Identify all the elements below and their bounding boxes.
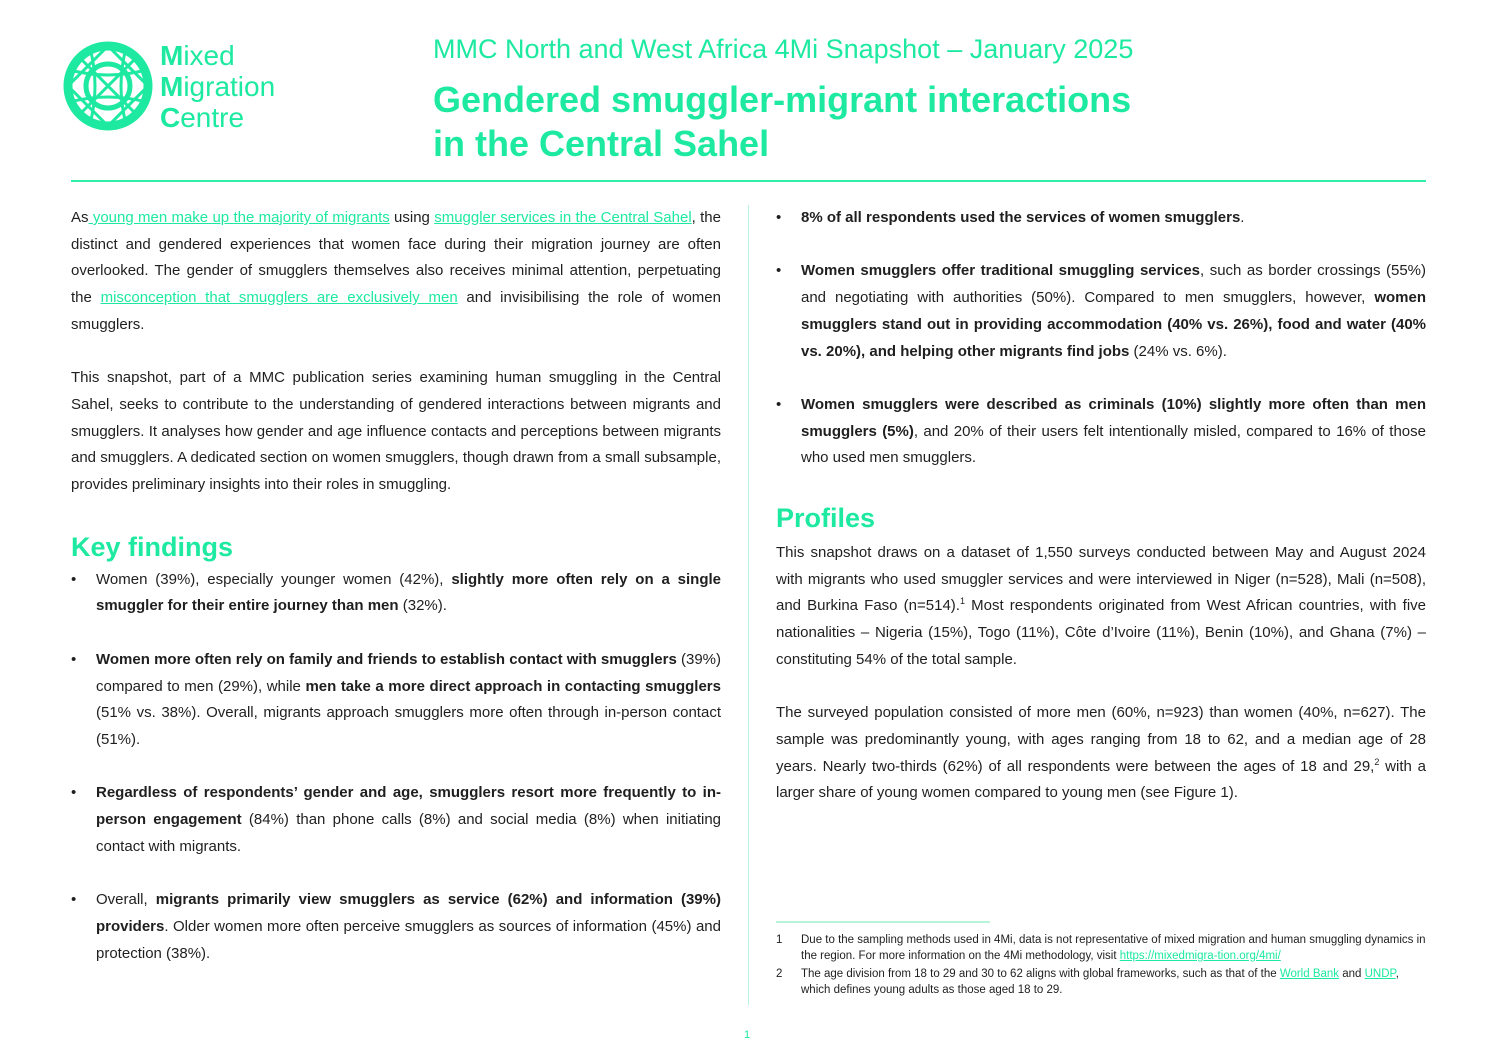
document-title-line-2: in the Central Sahel (433, 123, 770, 164)
footnotes (776, 932, 1426, 1000)
key-findings-list (71, 567, 721, 968)
mmc-logo (60, 40, 310, 140)
key-findings-list-continued (776, 205, 1426, 472)
profiles-heading: Profiles (776, 503, 876, 533)
finding-item-5: • 8% of all respondents used the services of women smugglers. (776, 205, 1426, 232)
link-smuggler-services-central-sahel[interactable]: smuggler services in the Central Sahel (434, 209, 692, 226)
finding-item-1: • Women (39%), especially younger women (42%), slightly more often rely on a single smuggler for their entire journey than men (32%). (71, 567, 721, 620)
page-number: 1 (744, 1029, 751, 1041)
finding-item-7: • Women smugglers were described as criminals (10%) slightly more often than men smugglers (5%), and 20% of their users felt intentionally misled, compared to 16% of those who used men smugglers. (776, 392, 1426, 472)
profiles-paragraph-1: This snapshot draws on a dataset of 1,550 surveys conducted between May and August 2024 with migrants who used smuggler services and were interviewed in Niger (n=528), Mali (n=508), and Burkina Faso (n=514).$^1$ Most respondents originated from West African countries, with five nationalities – Nigeria (15%), Togo (11%), Côte d’Ivoire (11%), Benin (10%), and Ghana (7%) – constituting 54% of the total sample. (776, 544, 1426, 668)
finding-item-3: • Regardless of respondents’ gender and age, smugglers resort more frequently to in-person engagement (84%) than phone calls (8%) and social media (8%) when initiating contact with migrants. (71, 780, 721, 860)
link-undp[interactable]: UNDP (1364, 968, 1396, 980)
footnote-divider (776, 921, 990, 923)
footnote-number: 2 (776, 968, 783, 980)
logo-wordmark: Mixed Migration Centre (160, 40, 276, 133)
key-findings-heading: Key findings (71, 531, 234, 562)
header-divider (71, 180, 1426, 182)
series-title: MMC North and West Africa 4Mi Snapshot – January 2025 (433, 34, 1134, 64)
document-title (433, 78, 1333, 166)
intro-paragraph-2: This snapshot, part of a MMC publication series examining human smuggling in the Central Sahel, seeks to contribute to the understanding of gendered interactions between migrants and smugglers. It analyses how gender and age influence contacts and perceptions between migrants and smugglers. A dedicated section on women smugglers, though drawn from a small subsample, provides preliminary insights into their roles in smuggling. (71, 369, 721, 494)
link-misconception-smugglers-men[interactable]: misconception that smugglers are exclusively men (100, 289, 458, 307)
finding-item-6: • Women smugglers offer traditional smuggling services, such as border crossings (55%) and negotiating with authorities (50%). Compared to men smugglers, however, women smugglers stand out in providing accommodation (40% vs. 26%), food and water (40% vs. 20%), and helping other migrants find jobs (24% vs. 6%). (776, 258, 1426, 365)
finding-item-2: • Women more often rely on family and friends to establish contact with smugglers (39%) compared to men (29%), while men take a more direct approach in contacting smugglers (51% vs. 38%). Overall, migrants approach smugglers more often through in-person contact (51%). (71, 647, 721, 754)
footnote-1: 1 Due to the sampling methods used in 4Mi, data is not representative of mixed migration and human smuggling dynamics in the region. For more information on the 4Mi methodology, visit https://mixedmigra-tion.org/4mi/ (776, 934, 1426, 962)
footnote-number: 1 (776, 934, 783, 946)
profiles-paragraph-2: The surveyed population consisted of more men (60%, n=923) than women (40%, n=627). The sample was predominantly young, with ages ranging from 18 to 62, and a median age of 28 years. Nearly two-thirds (62%) of all respondents were between the ages of 18 and 29,$^2$ with a larger share of young women compared to young men (see Figure 1). (776, 704, 1426, 802)
intro-paragraph-1: As young men make up the majority of migrants using smuggler services in the Central Sahel, the distinct and gendered experiences that women face during their migration journey are often overlooked. The gender of smugglers themselves also receives minimal attention, perpetuating the misconception that smugglers are exclusively men and invisibilising the role of women smugglers. (71, 209, 721, 333)
footnote-ref-2[interactable]: 2 (1374, 756, 1380, 767)
mmc-logo-mark-icon (60, 40, 156, 132)
link-young-men-majority[interactable]: young men make up the majority of migrants (88, 209, 390, 226)
finding-item-4: • Overall, migrants primarily view smugglers as service (62%) and information (39%) providers. Older women more often perceive smugglers as sources of information (45%) and protection (38%). (71, 887, 721, 967)
link-4mi-methodology[interactable]: https://mixedmigra-tion.org/4mi/ (1119, 950, 1281, 962)
column-divider (748, 205, 749, 1005)
footnote-ref-1[interactable]: 1 (959, 596, 965, 607)
left-column (71, 205, 721, 967)
link-world-bank[interactable]: World Bank (1279, 968, 1340, 980)
right-column (776, 205, 1426, 807)
footnote-2: 2 The age division from 18 to 29 and 30 to 62 aligns with global frameworks, such as that of the World Bank and UNDP, which defines young adults as those aged 18 to 29. (776, 968, 1399, 996)
document-title-line-1: Gendered smuggler-migrant interactions (433, 79, 1132, 120)
